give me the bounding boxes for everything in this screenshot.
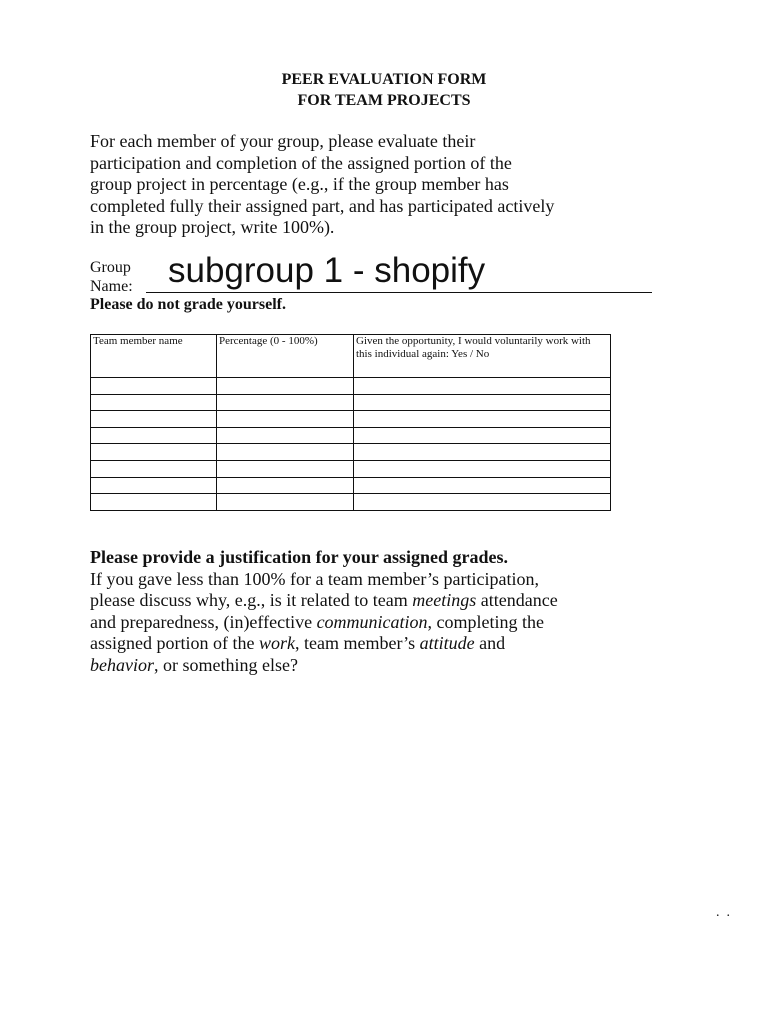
percentage-cell[interactable]: [217, 444, 354, 461]
text-span: attendance: [476, 590, 558, 610]
group-name-field[interactable]: subgroup 1 - shopify: [168, 251, 486, 290]
emphasis-meetings: meetings: [412, 590, 477, 610]
peer-evaluation-table: [90, 334, 611, 511]
header-team-member-name: Team member name: [91, 335, 217, 378]
text-span: please discuss why, e.g., is it related to team: [90, 590, 413, 610]
member-name-cell[interactable]: [91, 460, 217, 477]
text-span: , team member’s: [294, 633, 420, 653]
member-name-cell[interactable]: [91, 477, 217, 494]
table-row: [91, 494, 611, 511]
work-again-cell[interactable]: [354, 477, 611, 494]
group-label-line1: Group: [90, 259, 131, 276]
emphasis-work: work: [258, 633, 295, 653]
percentage-cell[interactable]: [217, 394, 354, 411]
header-work-again: Given the opportunity, I would voluntarily work with this individual again: Yes / No: [354, 335, 611, 378]
work-again-cell[interactable]: [354, 378, 611, 395]
work-again-cell[interactable]: [354, 460, 611, 477]
intro-line: completed fully their assigned part, and has participated actively: [90, 195, 555, 216]
intro-line: participation and completion of the assigned portion of the: [90, 152, 512, 173]
group-label-line2: Name:: [90, 278, 133, 295]
intro-line: group project in percentage (e.g., if the group member has: [90, 174, 509, 194]
text-span: and preparedness, (in)effective: [90, 611, 317, 632]
emphasis-attitude: attitude: [419, 633, 475, 653]
table-row: [91, 378, 611, 395]
table-row: [91, 394, 611, 411]
no-self-grade-note: Please do not grade yourself.: [90, 296, 286, 313]
percentage-cell[interactable]: [217, 411, 354, 428]
justification-line: If you gave less than 100% for a team member’s participation,: [90, 568, 540, 589]
emphasis-behavior: behavior: [90, 654, 154, 675]
page-marks: . .: [716, 905, 730, 920]
percentage-cell[interactable]: [217, 477, 354, 494]
member-name-cell[interactable]: [91, 427, 217, 444]
member-name-cell[interactable]: [91, 394, 217, 411]
justification-line: [90, 612, 690, 634]
justification-heading: Please provide a justification for your assigned grades.: [90, 547, 508, 567]
justification-line: [90, 655, 690, 677]
table-row: [91, 477, 611, 494]
table-header-row: [91, 335, 611, 378]
intro-paragraph: [90, 131, 690, 239]
member-name-cell[interactable]: [91, 378, 217, 395]
percentage-cell[interactable]: [217, 427, 354, 444]
work-again-cell[interactable]: [354, 494, 611, 511]
work-again-cell[interactable]: [354, 394, 611, 411]
work-again-cell[interactable]: [354, 427, 611, 444]
emphasis-communication: communication: [316, 611, 428, 632]
intro-line: For each member of your group, please evaluate their: [90, 131, 476, 151]
member-name-cell[interactable]: [91, 444, 217, 461]
table-row: [91, 444, 611, 461]
form-title-line2: FOR TEAM PROJECTS: [297, 92, 471, 109]
work-again-cell[interactable]: [354, 444, 611, 461]
group-name-underline: [146, 292, 652, 293]
work-again-cell[interactable]: [354, 411, 611, 428]
table-row: [91, 427, 611, 444]
intro-line: in the group project, write 100%).: [90, 217, 335, 237]
form-title-line1: PEER EVALUATION FORM: [281, 71, 487, 88]
justification-section: [90, 547, 690, 676]
text-span: and: [474, 633, 506, 653]
table-row: [91, 411, 611, 428]
percentage-cell[interactable]: [217, 460, 354, 477]
text-span: , or something else?: [153, 654, 298, 675]
table-row: [91, 460, 611, 477]
percentage-cell[interactable]: [217, 494, 354, 511]
member-name-cell[interactable]: [91, 494, 217, 511]
group-name-label: [90, 258, 133, 296]
header-percentage: Percentage (0 - 100%): [217, 335, 354, 378]
member-name-cell[interactable]: [91, 411, 217, 428]
text-span: assigned portion of the: [90, 633, 259, 653]
text-span: , completing the: [427, 611, 545, 632]
justification-line: [90, 633, 690, 655]
percentage-cell[interactable]: [217, 378, 354, 395]
justification-line: [90, 590, 690, 612]
